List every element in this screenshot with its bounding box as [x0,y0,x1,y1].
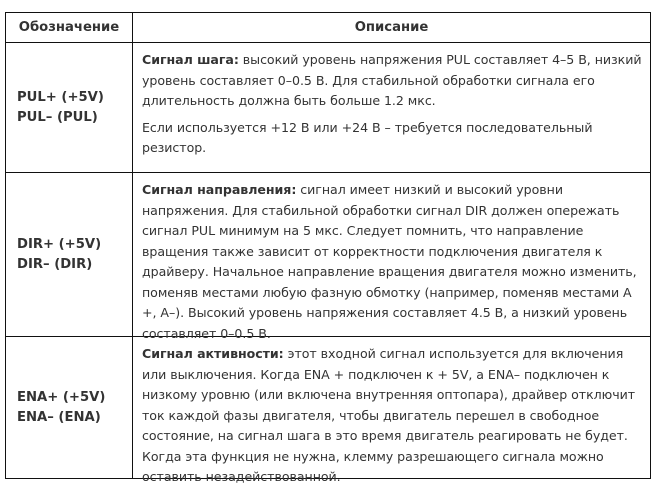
table-header-row [6,13,650,43]
description-text [142,180,644,344]
description-cell [133,173,650,341]
signal-cell [6,337,133,478]
signal-name: DIR+ (+5V) [17,236,102,252]
description-title: Сигнал шага: [142,52,239,67]
signal-name: DIR– (DIR) [17,256,93,272]
header-designation: Обозначение [6,13,133,42]
signal-cell [6,43,133,172]
signal-name: PUL– (PUL) [17,109,98,125]
description-text [142,344,644,488]
description-text [142,50,644,112]
description-note: Если используется +12 В или +24 В – требуется последовательный резистор. [142,119,593,155]
signal-name: PUL+ (+5V) [17,89,104,105]
signal-name: ENA+ (+5V) [17,389,106,405]
signal-name: ENA– (ENA) [17,409,101,425]
description-body: высокий уровень напряжения PUL составляет 4–5 В, низкий уровень составляет 0–0.5 В. Для стабильной обработки сигнала его длительность должна быть больше 1.2 мкс. [142,52,642,108]
signal-cell [6,173,133,336]
description-cell [133,43,650,172]
description-body: этот входной сигнал используется для включения или выключения. Когда ENA + подключен к + 5V, а ENA– подключен к низкому уровню (или включена внутренняя оптопара), драйвер отключит ток каждой фазы двигателя, чтобы двигатель перешел в свободное состояние, на сигнал шага в это время двигатель реагировать не будет. Когда эта функция не нужна, клемму разрешающего сигнала можно оставить незадействованной. [142,346,636,484]
header-description: Описание [354,20,429,35]
description-body: сигнал имеет низкий и высокий уровни напряжения. Для стабильной обработки сигнал DIR должен опережать сигнал PUL минимум на 5 мкс. Следует помнить, что направление вращения также зависит от корректности подключения двигателя к драйверу. Начальное направление вращения двигателя можно изменить, поменяв местами любую фазную обмотку (например, поменяв местами A +, A–). Высокий уровень напряжения составляет 4.5 В, а низкий уровень составляет 0–0.5 В. [142,182,637,341]
table-row-dir [6,173,650,341]
signals-table [5,12,651,484]
table-row-pul [6,43,650,173]
description-cell [133,337,650,484]
table-row-ena [6,337,650,484]
description-title: Сигнал активности: [142,346,284,361]
description-title: Сигнал направления: [142,182,297,197]
